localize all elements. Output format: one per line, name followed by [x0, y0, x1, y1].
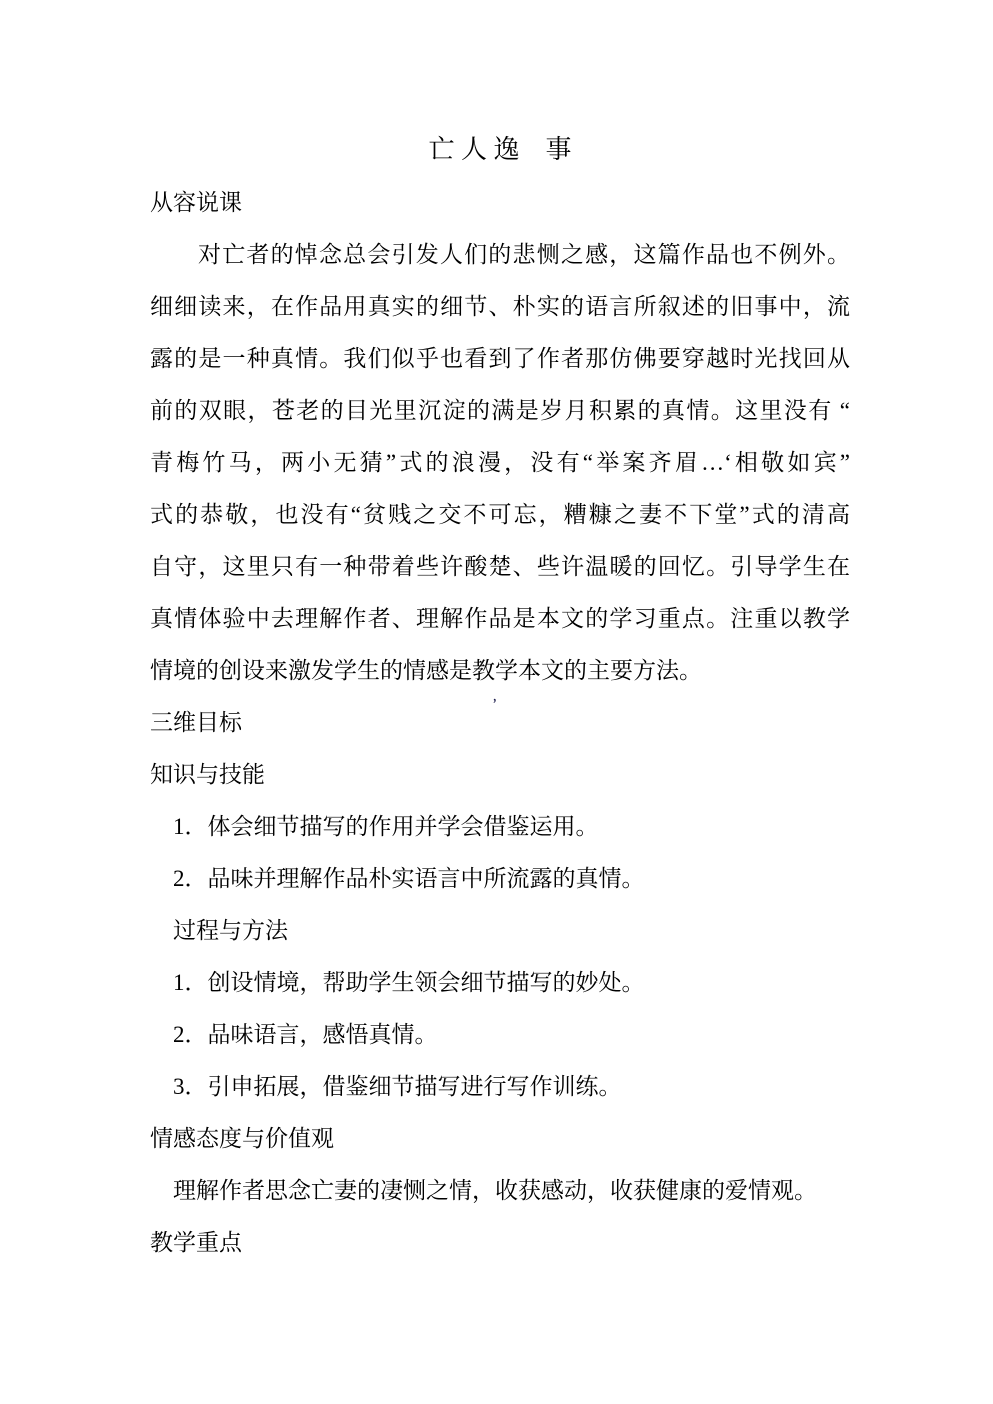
subsection-heading-knowledge-skills: 知识与技能	[150, 762, 265, 787]
paragraph-line: 情境的创设来激发学生的情感是教学本文的主要方法。	[150, 658, 702, 683]
goal-item: 理解作者思念亡妻的凄恻之情，收获感动，收获健康的爱情观。	[173, 1178, 817, 1203]
goal-item: 2．品味并理解作品朴实语言中所流露的真情。	[173, 866, 645, 891]
paragraph-line: 自守，这里只有一种带着些许酸楚、些许温暖的回忆。引导学生在	[150, 554, 850, 579]
goal-item: 3．引申拓展，借鉴细节描写进行写作训练。	[173, 1074, 622, 1099]
paragraph-line: 式的恭敬，也没有“贫贱之交不可忘，糟糠之妻不下堂”式的清高	[150, 502, 850, 527]
subsection-heading-process-methods: 过程与方法	[173, 918, 288, 943]
paragraph-line: 对亡者的悼念总会引发人们的悲恻之感，这篇作品也不例外。	[198, 242, 850, 267]
goal-item: 2．品味语言，感悟真情。	[173, 1022, 438, 1047]
section-heading-teaching-focus: 教学重点	[150, 1230, 242, 1255]
page-title: 亡 人 逸 事	[428, 135, 572, 164]
subsection-heading-emotion-values: 情感态度与价值观	[150, 1126, 334, 1151]
paragraph-line: 青梅竹马，两小无猜”式的浪漫，没有“举案齐眉…‘相敬如宾”	[150, 450, 850, 475]
paragraph-line: 露的是一种真情。我们似乎也看到了作者那仿佛要穿越时光找回从	[150, 346, 850, 371]
section-heading-shuoke: 从容说课	[150, 190, 242, 215]
stray-mark: ，	[493, 691, 504, 703]
paragraph-line: 真情体验中去理解作者、理解作品是本文的学习重点。注重以教学	[150, 606, 850, 631]
paragraph-line: 细细读来，在作品用真实的细节、朴实的语言所叙述的旧事中，流	[150, 294, 850, 319]
goal-item: 1．体会细节描写的作用并学会借鉴运用。	[173, 814, 599, 839]
goal-item: 1．创设情境，帮助学生领会细节描写的妙处。	[173, 970, 645, 995]
section-heading-three-goals: 三维目标	[150, 710, 242, 735]
paragraph-line: 前的双眼，苍老的目光里沉淀的满是岁月积累的真情。这里没有 “	[150, 398, 850, 423]
